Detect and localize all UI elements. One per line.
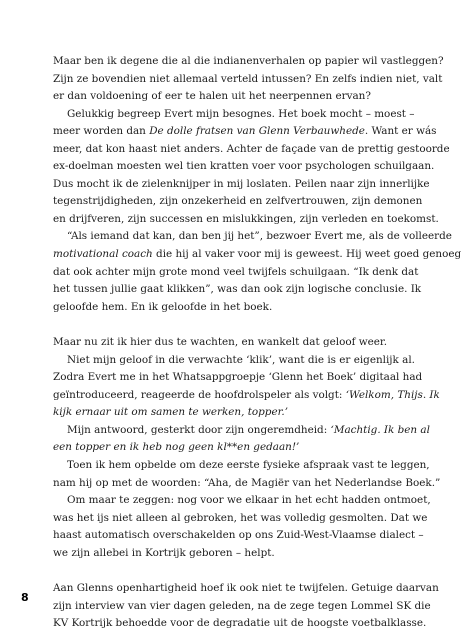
text-line: was het ijs niet alleen al gebroken, het was volledig gesmolten. Dat we — [53, 511, 428, 524]
text-line: ex-doelman moesten wel tien kratten voer voor psychologen schuilgaan. — [53, 160, 435, 173]
text-line: Maar ben ik degene die al die indianenverhalen op papier wil vastleggen? — [53, 55, 444, 67]
page-body — [53, 53, 461, 633]
italic-quote: kijk ernaar uit om samen te werken, topper.’ — [53, 406, 289, 419]
section-gap — [53, 316, 365, 334]
text-line: Om maar te zeggen: nog voor we elkaar in het echt hadden ontmoet, — [67, 494, 431, 507]
italic-quote: ‘Welkom, Thijs. Ik — [345, 388, 440, 401]
paragraph-8 — [53, 492, 431, 562]
italic-quote: een topper en ik heb nog geen kl**en gedaan!’ — [53, 441, 300, 454]
text-line-with-italic: motivational coach die hij al vaker voor mij is geweest. Hij weet goed genoeg — [53, 248, 461, 261]
text-line: haast automatisch overschakelden op ons Zuid-West-Vlaamse dialect – — [53, 529, 424, 542]
text-line: geloofde hem. En ik geloofde in het boek. — [53, 300, 273, 313]
text-line: Zodra Evert me in het Whatsappgroepje ‘Glenn het Boek’ digitaal had — [53, 371, 423, 384]
italic-phrase: motivational coach — [53, 248, 153, 261]
paragraph-6 — [53, 422, 430, 457]
text-line: nam hij op met de woorden: “Aha, de Magiër van het Nederlandse Boek.” — [53, 476, 441, 489]
text-line: “Als iemand dat kan, dan ben jij het”, bezwoer Evert me, als de volleerde — [67, 230, 452, 243]
text-line-italic — [53, 439, 365, 457]
text-line: er dan voldoening of eer te halen uit het neerpennen ervan? — [53, 90, 371, 103]
text-line-with-italic: Mijn antwoord, gesterkt door zijn ongeremdheid: ‘Machtig. Ik ben al — [67, 423, 430, 436]
text-line: we zijn allebei in Kortrijk geboren – helpt. — [53, 546, 275, 559]
paragraph-9 — [53, 580, 439, 633]
paragraph-2 — [53, 106, 450, 229]
text-line: Niet mijn geloof in die verwachte ‘klik’, want die is er eigenlijk al. — [67, 353, 415, 366]
text-line: Dus mocht ik de zielenknijper in mij loslaten. Peilen naar zijn innerlijke — [53, 177, 430, 190]
text-line-with-italic: geïntroduceerd, reageerde de hoofdrolspeler als volgt: ‘Welkom, Thijs. Ik — [53, 388, 440, 401]
text-line: het tussen jullie gaat klikken”, was dan ook zijn logische conclusie. Ik — [53, 283, 422, 296]
paragraph-5 — [53, 352, 440, 422]
paragraph-4 — [53, 334, 388, 352]
page-number: 8 — [21, 591, 29, 604]
section-gap — [53, 562, 365, 580]
text-line: Aan Glenns openhartigheid hoef ik ook niet te twijfelen. Getuige daarvan — [53, 582, 439, 595]
text-line-italic — [53, 404, 365, 422]
text-line: tegenstrijdigheden, zijn onzekerheid en zelfvertrouwen, zijn demonen — [53, 195, 423, 208]
text-line: Maar nu zit ik hier dus te wachten, en wankelt dat geloof weer. — [53, 336, 388, 349]
paragraph-3 — [53, 228, 461, 316]
paragraph-7 — [53, 457, 441, 492]
text-line: meer, dat kon haast niet anders. Achter de façade van de prettig gestoorde — [53, 142, 450, 155]
text-line: KV Kortrijk behoedde voor de degradatie uit de hoogste voetbalklasse. — [53, 617, 427, 630]
text-line: zijn interview van vier dagen geleden, na de zege tegen Lommel SK die — [53, 599, 431, 612]
text-line: dat ook achter mijn grote mond veel twijfels schuilgaan. “Ik denk dat — [53, 265, 419, 278]
text-line: Toen ik hem opbelde om deze eerste fysieke afspraak vast te leggen, — [67, 459, 430, 472]
text-line: en drijfveren, zijn successen en mislukkingen, zijn verleden en toekomst. — [53, 212, 439, 225]
text-line: Gelukkig begreep Evert mijn besognes. Het boek mocht – moest – — [67, 107, 415, 120]
paragraph-1 — [53, 53, 444, 106]
text-line: Zijn ze bovendien niet allemaal verteld intussen? En zelfs indien niet, valt — [53, 72, 443, 85]
italic-quote: ‘Machtig. Ik ben al — [330, 423, 430, 436]
text-line-with-title: meer worden dan De dolle fratsen van Glenn Verbauwhede. Want er wás — [53, 125, 437, 138]
book-title-italic: De dolle fratsen van Glenn Verbauwhede — [149, 125, 365, 138]
